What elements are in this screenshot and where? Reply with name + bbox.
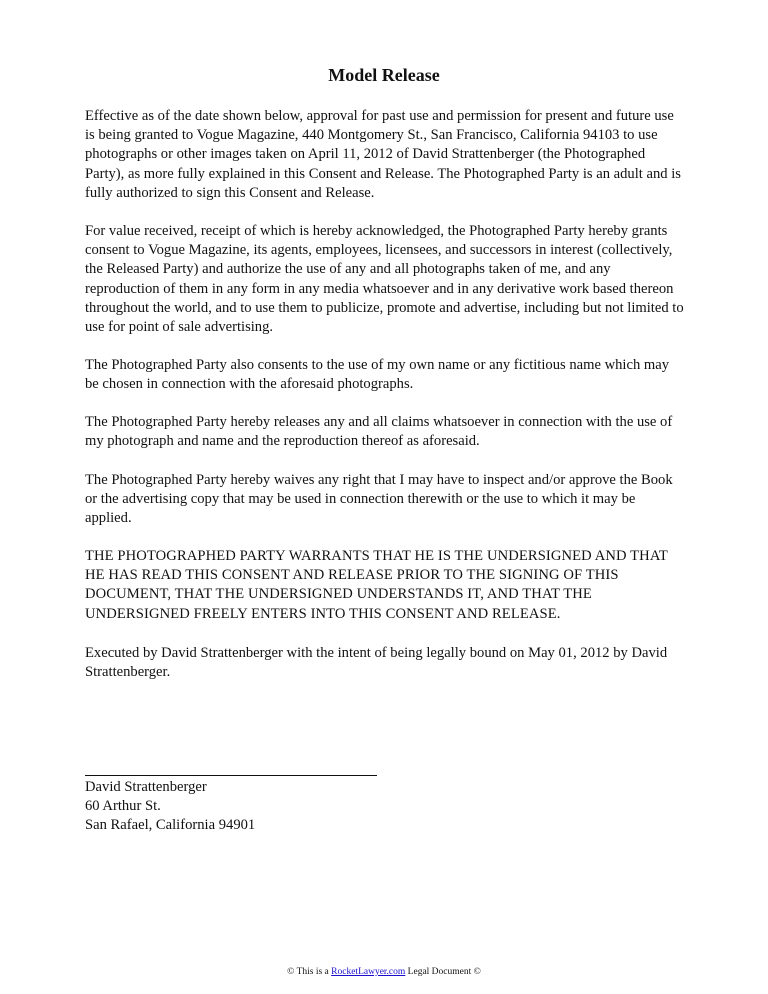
paragraph-warranty: THE PHOTOGRAPHED PARTY WARRANTS THAT HE IS THE UNDERSIGNED AND THAT HE HAS READ THIS CONSENT AND RELEASE PRIOR TO THE SIGNING OF THIS DOCUMENT, THAT THE UNDERSIGNED UNDERSTANDS IT, AND THAT THE UNDERSIGNED FREELY ENTERS INTO THIS CONSENT AND RELEASE. xyxy=(85,548,668,622)
paragraph-effective-date: Effective as of the date shown below, approval for past use and permission for present and future use is being granted to Vogue Magazine, 440 Montgomery St., San Francisco, California 94103 to use photographs or other images taken on April 11, 2012 of David Strattenberger (the Photographed Party), as more fully explained in this Consent and Release. The Photographed Party is an adult and is fully authorized to sign this Consent and Release. xyxy=(85,108,681,201)
signer-address-line1: 60 Arthur St. xyxy=(85,798,161,815)
rocketlawyer-link[interactable]: RocketLawyer.com xyxy=(331,967,406,977)
signature-line xyxy=(85,775,377,776)
paragraph-release-claims: The Photographed Party hereby releases any and all claims whatsoever in connection with the use of my photograph and name and the reproduction thereof as aforesaid. xyxy=(85,414,673,450)
signer-address-line2: San Rafael, California 94901 xyxy=(85,817,256,834)
footer-suffix: Legal Document © xyxy=(407,967,481,977)
paragraph-execution: Executed by David Strattenberger with the intent of being legally bound on May 01, 2012 by David Strattenberger. xyxy=(85,645,668,681)
paragraph-consent-grant: For value received, receipt of which is hereby acknowledged, the Photographed Party hereby grants consent to Vogue Magazine, its agents, employees, licensees, and successors in interest (collectively, the Released Party) and authorize the use of any and all photographs taken of me, and any reproduction of them in any form in any media whatsoever and in any derivative work based thereon throughout the world, and to use them to publicize, promote and advertise, including but not limited to use for point of sale advertising. xyxy=(85,223,684,336)
signature-block xyxy=(85,778,255,836)
document-title: Model Release xyxy=(328,65,440,85)
document-footer xyxy=(0,966,768,978)
signer-name: David Strattenberger xyxy=(85,779,207,795)
paragraph-waiver: The Photographed Party hereby waives any right that I may have to inspect and/or approve the Book or the advertising copy that may be used in connection therewith or the use to which it may be applied. xyxy=(85,472,673,527)
paragraph-name-consent: The Photographed Party also consents to the use of my own name or any fictitious name which may be chosen in connection with the aforesaid photographs. xyxy=(85,357,670,393)
footer-prefix: © This is a xyxy=(287,967,329,977)
